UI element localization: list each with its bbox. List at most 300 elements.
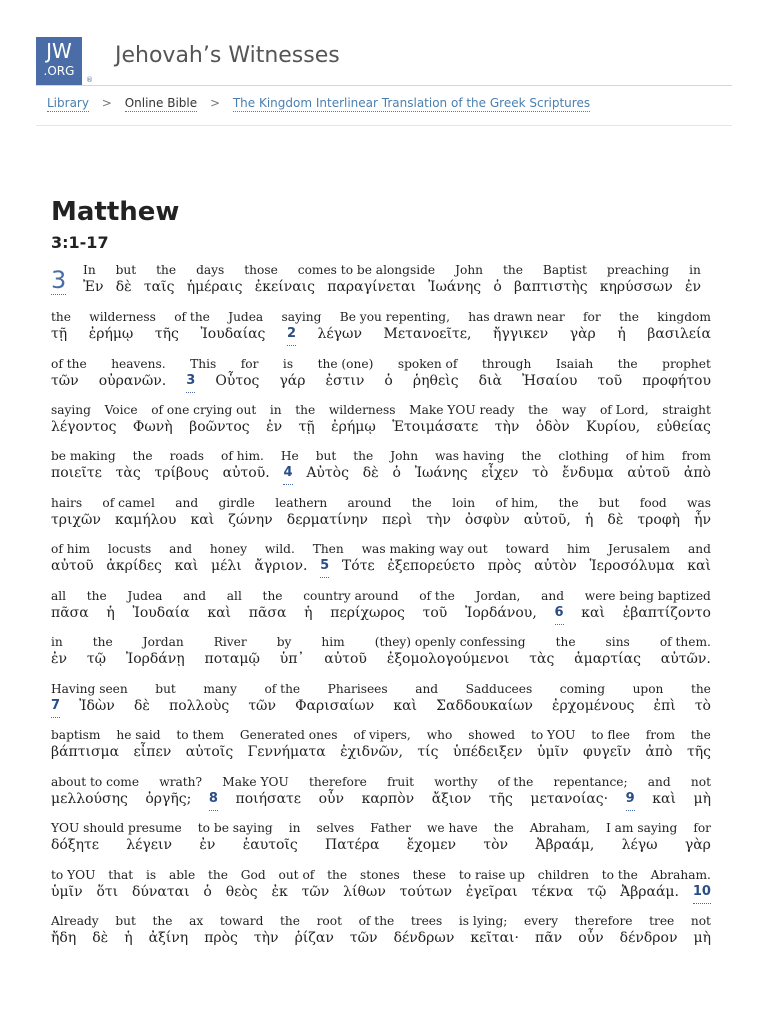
english-word: the (327, 868, 348, 882)
greek-word: ὑμῖν (537, 744, 569, 760)
greek-word: Αὐτὸς (306, 465, 349, 481)
greek-word: λίθων (343, 884, 386, 900)
english-word: to YOU (51, 868, 96, 882)
english-word: of him. (221, 449, 264, 463)
english-word: of him, (495, 496, 539, 510)
greek-word: Ἠσαίου (522, 373, 578, 389)
greek-word: ἀξίνη (148, 930, 189, 946)
english-word: therefore (574, 914, 633, 928)
greek-word: πολλοὺς (169, 698, 230, 714)
greek-word: Τότε (341, 558, 375, 574)
greek-word: τίς (417, 744, 439, 760)
greek-word: αὐτοῦ. (222, 465, 270, 481)
english-word: of one crying out (151, 403, 257, 417)
greek-word: τῶν (51, 373, 79, 389)
greek-word: δὲ (607, 512, 624, 528)
greek-word: ὁ (384, 373, 393, 389)
verse-number-link[interactable]: 5 (320, 558, 329, 578)
english-word: to raise up (458, 868, 525, 882)
greek-word: τὴν (253, 930, 279, 946)
english-word: I am saying (605, 821, 678, 835)
greek-text-line (51, 558, 711, 578)
english-word: the (528, 403, 549, 417)
english-word: repentance; (553, 775, 628, 789)
english-word: of camel (102, 496, 155, 510)
english-word: him (566, 542, 591, 556)
english-word: of vipers, (353, 728, 411, 742)
greek-word: ἔχομεν (406, 837, 457, 853)
greek-word: ἀπὸ (683, 465, 711, 481)
verse-number-link[interactable]: 8 (209, 791, 218, 811)
greek-word: γάρ (279, 373, 306, 389)
greek-word: θεὸς (225, 884, 258, 900)
greek-text-line (51, 465, 711, 485)
english-word: from (645, 728, 676, 742)
english-word: the (156, 263, 177, 277)
english-word: and (647, 775, 671, 789)
greek-word: τῇ (51, 326, 68, 342)
english-word: country around (303, 589, 399, 603)
greek-word: πᾶν (535, 930, 563, 946)
english-word: days (196, 263, 225, 277)
greek-word: τὰς (529, 651, 555, 667)
english-word: children (537, 868, 589, 882)
greek-word: βαπτιστὴς (514, 279, 588, 295)
greek-word: μὴ (693, 791, 711, 807)
english-word: for (583, 310, 601, 324)
greek-word: γὰρ (569, 326, 596, 342)
english-word: tree (649, 914, 675, 928)
english-word: the (one) (317, 357, 374, 371)
english-word: wild. (264, 542, 295, 556)
english-word: the (132, 449, 153, 463)
greek-word: ἐν (684, 279, 701, 295)
english-word: showed (468, 728, 516, 742)
english-gloss-line (51, 775, 711, 791)
greek-word: ἐβαπτίζοντο (622, 605, 711, 621)
greek-word: Ἰορδάνῃ (125, 651, 185, 667)
english-word: these (412, 868, 447, 882)
english-word: prophet (662, 357, 711, 371)
english-word: Make YOU (222, 775, 289, 789)
english-word: toward (219, 914, 264, 928)
jw-org-logo[interactable] (36, 37, 82, 85)
english-word: is lying; (458, 914, 508, 928)
greek-word: Ἀβραάμ, (535, 837, 595, 853)
english-word: and (183, 589, 207, 603)
english-word: to YOU (530, 728, 576, 742)
greek-word: ἐκ (271, 884, 288, 900)
english-word: has drawn near (468, 310, 565, 324)
greek-word: τροφὴ (637, 512, 681, 528)
english-gloss-line (51, 403, 711, 419)
greek-word: ἀπὸ (645, 744, 673, 760)
greek-word: καὶ (190, 512, 215, 528)
greek-word: Ἰουδαίας (200, 326, 266, 342)
english-word: the (51, 310, 71, 324)
greek-word: καὶ (581, 605, 605, 621)
verse-number-link[interactable]: 7 (51, 698, 60, 718)
english-word: but (155, 682, 176, 696)
greek-word: ἐρχομένους (552, 698, 635, 714)
english-word: all (226, 589, 242, 603)
greek-word: ἐν (51, 651, 68, 667)
greek-word: Ἐν (83, 279, 104, 295)
verse-number-link[interactable]: 6 (555, 605, 564, 625)
greek-word: πᾶσα (248, 605, 287, 621)
greek-word: δένδρον (619, 930, 678, 946)
english-word: to the (601, 868, 638, 882)
page-title: Matthew (51, 197, 180, 227)
greek-word: γὰρ (684, 837, 711, 853)
greek-word: δὲ (92, 930, 109, 946)
english-word: Then (312, 542, 344, 556)
greek-word: ἔνδυμα (562, 465, 614, 481)
greek-word: ἐξεπορεύετο (387, 558, 475, 574)
greek-word: τὴν (426, 512, 451, 528)
greek-word: ὅτι (96, 884, 119, 900)
english-word: toward (505, 542, 550, 556)
greek-word: ἡ (584, 512, 594, 528)
english-word: Isaiah (555, 357, 594, 371)
english-word: saying (281, 310, 322, 324)
english-word: the (558, 496, 579, 510)
greek-word: ἄγριον. (254, 558, 308, 574)
greek-word: πρὸς (204, 930, 238, 946)
greek-text-line (51, 651, 711, 671)
greek-word: περίχωρος (330, 605, 405, 621)
english-word: Judea (228, 310, 264, 324)
greek-word: Ἰορδάνου, (465, 605, 537, 621)
greek-word: κηρύσσων (599, 279, 673, 295)
english-word: therefore (308, 775, 367, 789)
greek-word: μετανοίας· (530, 791, 609, 807)
greek-word: αὐτοῖς (185, 744, 234, 760)
english-gloss-line (51, 682, 711, 698)
english-word: of him (51, 542, 91, 556)
breadcrumb-current-publication-link[interactable]: The Kingdom Interlinear Translation of the Greek Scriptures (232, 96, 591, 110)
english-word: every (523, 914, 558, 928)
english-word: were being baptized (584, 589, 711, 603)
greek-word: καρπὸν (361, 791, 415, 807)
greek-word: πρὸς (487, 558, 522, 574)
english-word: is (282, 357, 294, 371)
english-word: to them (176, 728, 225, 742)
english-gloss-line (51, 310, 711, 326)
greek-word: ὑμῖν (51, 884, 83, 900)
greek-word: τῷ (86, 651, 107, 667)
greek-word: ἐγεῖραι (465, 884, 518, 900)
breadcrumb-online-bible-link[interactable]: Online Bible (124, 96, 198, 110)
english-word: to be saying (197, 821, 273, 835)
greek-word: καὶ (687, 558, 711, 574)
greek-word: αὐτοῦ (627, 465, 671, 481)
english-word: Judea (127, 589, 163, 603)
greek-word: Σαδδουκαίων (436, 698, 533, 714)
greek-word: τέκνα (531, 884, 574, 900)
english-word: coming (559, 682, 606, 696)
english-word: in (288, 821, 301, 835)
chapter-number-link[interactable]: 3 (51, 266, 67, 294)
english-word: ax (189, 914, 204, 928)
greek-word: ἐξομολογούμενοι (386, 651, 510, 667)
logo-text-jw: JW (46, 39, 72, 63)
greek-text-line (51, 419, 711, 439)
english-word: be making (51, 449, 116, 463)
greek-word: ἐχιδνῶν, (340, 744, 403, 760)
greek-word: Ἰωάνης (414, 465, 468, 481)
english-word: in (269, 403, 282, 417)
english-word: but (315, 449, 337, 463)
greek-word: ἐν (266, 419, 283, 435)
registered-mark: ® (86, 76, 93, 84)
english-word: leathern (275, 496, 328, 510)
english-word: but (598, 496, 620, 510)
english-word: was (687, 496, 711, 510)
verse-number-link[interactable]: 2 (287, 326, 296, 346)
greek-word: ὁ (392, 465, 401, 481)
english-word: the (690, 682, 711, 696)
english-word: Having seen (51, 682, 128, 696)
english-word: of the (497, 775, 534, 789)
greek-word: Ἰουδαία (132, 605, 190, 621)
english-word: the (502, 263, 523, 277)
greek-word: ὀργῆς; (145, 791, 192, 807)
english-word: and (687, 542, 711, 556)
greek-word: εἶπεν (133, 744, 172, 760)
english-word: Generated ones (239, 728, 338, 742)
greek-word: ἡμέραις (186, 279, 243, 295)
greek-text-line (51, 373, 711, 393)
english-word: Abraham. (650, 868, 711, 882)
english-word: the (619, 310, 639, 324)
greek-word: διὰ (478, 373, 502, 389)
english-word: Jordan, (475, 589, 521, 603)
english-word: roads (169, 449, 205, 463)
english-word: the (262, 589, 283, 603)
english-word: of the (264, 682, 301, 696)
english-word: John (455, 263, 484, 277)
english-word: many (203, 682, 237, 696)
greek-text-line (51, 884, 711, 904)
english-word: the (92, 635, 113, 649)
english-word: Abraham, (529, 821, 590, 835)
greek-word: Ἑτοιμάσατε (392, 419, 479, 435)
english-word: saying (51, 403, 91, 417)
english-word: heavens. (111, 357, 166, 371)
english-word: in (51, 635, 63, 649)
greek-text-line (51, 837, 711, 857)
greek-word: μέλι (211, 558, 242, 574)
greek-word: εὐθείας (656, 419, 711, 435)
english-word: the (279, 914, 300, 928)
english-word: in (689, 263, 701, 277)
verse-number-link[interactable]: 3 (186, 373, 195, 393)
english-gloss-line (51, 357, 711, 373)
english-word: trees (410, 914, 443, 928)
english-word: the (86, 589, 107, 603)
english-word: (they) openly confessing (374, 635, 526, 649)
english-word: John (390, 449, 419, 463)
greek-word: καὶ (207, 605, 232, 621)
english-word: straight (662, 403, 711, 417)
greek-word: Μετανοεῖτε, (383, 326, 472, 342)
english-word: honey (209, 542, 248, 556)
english-word: but (115, 263, 137, 277)
site-name-link[interactable]: Jehovah’s Witnesses (115, 43, 340, 68)
greek-word: ῥηθεὶς (412, 373, 459, 389)
english-word: preaching (606, 263, 670, 277)
english-word: Pharisees (327, 682, 388, 696)
english-word: wilderness (89, 310, 156, 324)
greek-word: ἡ (106, 605, 115, 621)
site-header (0, 0, 768, 86)
english-word: and (415, 682, 439, 696)
english-word: kingdom (657, 310, 711, 324)
english-word: who (426, 728, 453, 742)
greek-word: προφήτου (642, 373, 711, 389)
breadcrumb-divider (36, 125, 732, 126)
greek-word: ἡ (617, 326, 626, 342)
english-word: for (693, 821, 711, 835)
verse-number-link[interactable]: 10 (693, 884, 711, 904)
greek-word: βοῶντος (189, 419, 250, 435)
greek-word: ἡ (304, 605, 313, 621)
greek-text-line (51, 930, 711, 950)
english-word: from (681, 449, 711, 463)
greek-word: ἐπὶ (653, 698, 676, 714)
chapter-verse-reference: 3:1-17 (51, 233, 109, 252)
greek-word: παραγίνεται (327, 279, 416, 295)
breadcrumb-separator-icon: > (101, 96, 112, 110)
english-gloss-line (51, 914, 711, 930)
greek-word: ποιήσατε (235, 791, 302, 807)
greek-word: Πατέρα (325, 837, 380, 853)
greek-word: ὁδὸν (535, 419, 570, 435)
greek-word: τῇ (298, 419, 315, 435)
english-word: the (152, 914, 173, 928)
english-word: comes to be alongside (297, 263, 436, 277)
english-word: about to come (51, 775, 140, 789)
english-word: the (295, 403, 316, 417)
english-word: locusts (107, 542, 152, 556)
english-gloss-line (51, 821, 711, 837)
english-word: is (146, 868, 157, 882)
english-word: for (240, 357, 259, 371)
greek-word: λέγω (621, 837, 658, 853)
greek-word: ἤγγικεν (493, 326, 549, 342)
greek-word: Ἰδὼν (79, 698, 115, 714)
greek-word: ἐρήμῳ (331, 419, 376, 435)
greek-text-line (51, 605, 711, 625)
greek-word: αὐτῶν. (660, 651, 711, 667)
english-word: Baptist (542, 263, 587, 277)
breadcrumb-library-link[interactable]: Library (47, 96, 89, 110)
greek-word: ἑαυτοῖς (242, 837, 298, 853)
english-gloss-line (51, 589, 711, 605)
english-word: not (690, 775, 711, 789)
english-word: out of (278, 868, 315, 882)
english-word: fruit (387, 775, 415, 789)
english-word: the (690, 728, 711, 742)
greek-word: Οὗτος (215, 373, 260, 389)
greek-word: τῶν (248, 698, 276, 714)
english-word: Jordan (142, 635, 184, 649)
logo-text-org: .ORG (43, 64, 75, 78)
english-word: selves (316, 821, 355, 835)
english-word: of the (358, 914, 395, 928)
english-word: Sadducees (465, 682, 533, 696)
english-word: root (316, 914, 342, 928)
greek-word: ὁ (493, 279, 502, 295)
greek-word: πᾶσα (51, 605, 89, 621)
greek-word: Ἱεροσόλυμα (589, 558, 675, 574)
greek-word: οὖν (318, 791, 345, 807)
english-word: the (208, 868, 228, 882)
verse-number-link[interactable]: 9 (626, 791, 635, 811)
greek-word: περὶ (381, 512, 413, 528)
greek-word: τῆς (686, 744, 711, 760)
english-word: worthy (434, 775, 478, 789)
greek-word: τούτων (399, 884, 453, 900)
greek-word: λέγειν (126, 837, 173, 853)
greek-word: βασιλεία (647, 326, 711, 342)
greek-word: τὸ (532, 465, 549, 481)
greek-word: ζώνην (228, 512, 273, 528)
greek-word: δὲ (115, 279, 132, 295)
greek-word: αὐτοῦ, (523, 512, 571, 528)
english-word: the (555, 635, 576, 649)
english-word: clothing (558, 449, 609, 463)
greek-word: τρίβους (154, 465, 209, 481)
greek-word: ὑπ᾽ (279, 651, 305, 667)
greek-word: εἶχεν (481, 465, 519, 481)
greek-word: ἐρήμῳ (88, 326, 134, 342)
english-word: This (190, 357, 217, 371)
greek-word: ἤδη (51, 930, 77, 946)
english-word: Father (370, 821, 411, 835)
english-word: God (240, 868, 266, 882)
greek-word: τοῦ (597, 373, 623, 389)
greek-text-line (51, 698, 711, 718)
greek-word: ὁ (203, 884, 212, 900)
english-word: way (561, 403, 587, 417)
greek-word: τὸ (694, 698, 711, 714)
greek-text-line (83, 279, 701, 299)
greek-word: καὶ (174, 558, 199, 574)
verse-number-link[interactable]: 4 (283, 465, 292, 485)
english-word: was having (435, 449, 505, 463)
greek-word: δὲ (133, 698, 150, 714)
english-word: sins (605, 635, 630, 649)
english-word: Be you repenting, (339, 310, 450, 324)
greek-word: τῷ (587, 884, 607, 900)
english-word: those (244, 263, 278, 277)
english-word: all (51, 589, 67, 603)
greek-word: ὑπέδειξεν (452, 744, 523, 760)
greek-word: δόξητε (51, 837, 99, 853)
greek-word: ὀσφὺν (464, 512, 510, 528)
english-word: and (175, 496, 199, 510)
english-gloss-line (51, 868, 711, 884)
greek-word: μὴ (693, 930, 711, 946)
english-word: by (276, 635, 292, 649)
english-word: he said (116, 728, 161, 742)
greek-word: τοῦ (422, 605, 448, 621)
english-word: the (353, 449, 374, 463)
greek-word: ταῖς (143, 279, 175, 295)
greek-word: καὶ (393, 698, 418, 714)
